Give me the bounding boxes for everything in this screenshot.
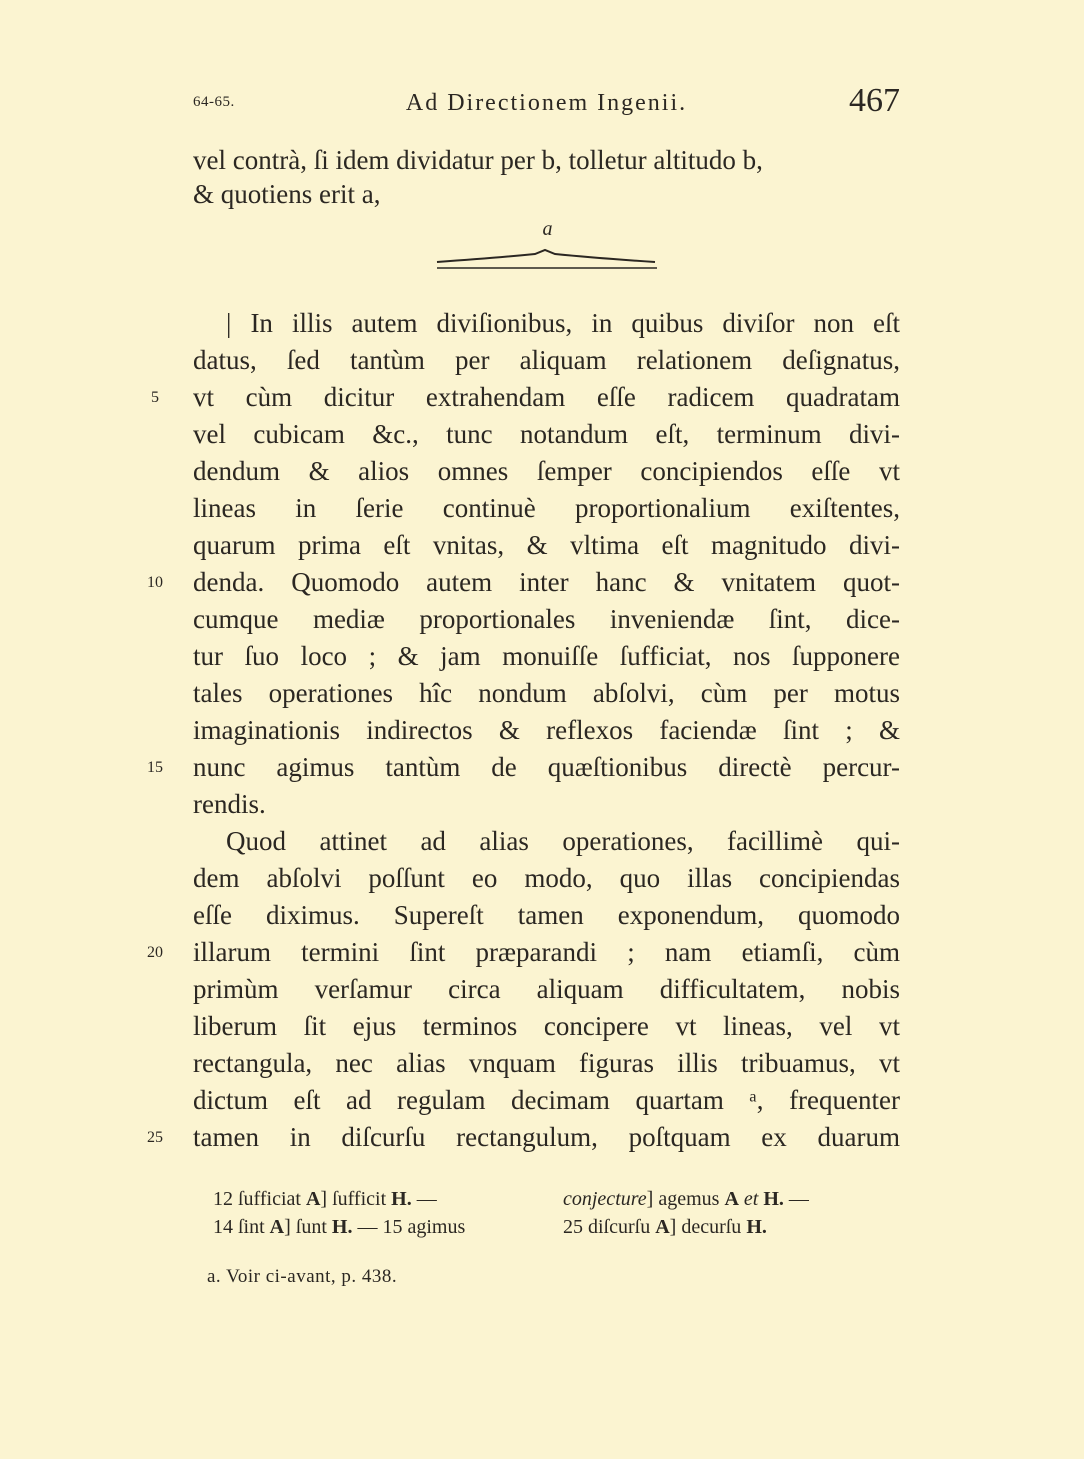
note-text: ] decurſu	[669, 1216, 747, 1238]
text-line: imaginationis indirectos & reflexos faciendæ ſint ; &	[193, 715, 900, 745]
text-line: eſſe diximus. Supereſt tamen exponendum, quomodo	[193, 900, 900, 930]
note-siglum: H.	[391, 1188, 412, 1210]
text-line: datus, ſed tantùm per aliquam relationem deſignatus,	[193, 345, 900, 375]
note-text: ] ſunt	[284, 1216, 332, 1238]
note-siglum: A	[655, 1216, 670, 1238]
text-line: primùm verſamur circa aliquam difficultatem, nobis	[193, 974, 900, 1004]
line-number: 15	[147, 759, 163, 776]
notes-right-column	[563, 1185, 898, 1241]
text-line: vel contrà, ſi idem dividatur per b, tolletur altitudo b,	[193, 145, 763, 175]
note-text: 14 ſint	[213, 1216, 270, 1238]
note-line	[213, 1213, 553, 1241]
text-line: vel cubicam &c., tunc notandum eſt, terminum divi-	[193, 419, 900, 449]
text-line: Quod attinet ad alias operationes, facillimè qui-	[226, 826, 900, 856]
notes-left-column	[213, 1185, 553, 1241]
text-line: rectangula, nec alias vnquam figuras illis tribuamus, vt	[193, 1048, 900, 1078]
text-line: nunc agimus tantùm de quæſtionibus directè percur-	[193, 752, 900, 782]
page-range: 64-65.	[193, 94, 235, 110]
note-siglum: A	[269, 1216, 285, 1238]
text-line: dictum eſt ad regulam decimam quartam ᵃ, frequenter	[193, 1085, 900, 1115]
note-line	[563, 1213, 898, 1241]
footnote: a. Voir ci-avant, p. 438.	[207, 1266, 398, 1287]
text-line: quarum prima eſt vnitas, & vltima eſt magnitudo divi-	[193, 530, 900, 560]
line-number: 5	[151, 389, 159, 406]
text-line: | In illis autem diviſionibus, in quibus diviſor non eſt	[226, 308, 900, 338]
text-line: tamen in diſcurſu rectangulum, poſtquam ex duarum	[193, 1122, 900, 1152]
text-line: & quotiens erit a,	[193, 179, 381, 209]
text-line: dem abſolvi poſſunt eo modo, quo illas concipiendas	[193, 863, 900, 893]
note-text: —	[783, 1188, 809, 1210]
note-text: ] agemus	[646, 1188, 725, 1210]
line-number: 25	[147, 1129, 163, 1146]
note-siglum: A	[305, 1188, 321, 1210]
text-line: rendis.	[193, 789, 266, 819]
line-number: 10	[147, 574, 163, 591]
page-number: 467	[849, 82, 900, 119]
formula-letter: a	[542, 218, 553, 240]
note-text: 12 ſufficiat	[213, 1188, 306, 1210]
text-line: dendum & alios omnes ſemper concipiendos eſſe vt	[193, 456, 900, 486]
text-line: denda. Quomodo autem inter hanc & vnitatem quot-	[193, 567, 900, 597]
text-line: vt cùm dicitur extrahendam eſſe radicem quadratam	[193, 382, 900, 412]
text-line: lineas in ſerie continuè proportionalium exiſtentes,	[193, 493, 900, 523]
brace-rule-icon	[435, 218, 660, 273]
note-siglum: H.	[746, 1216, 767, 1238]
text-line: cumque mediæ proportionales inveniendæ ſint, dice-	[193, 604, 900, 634]
note-lemma: conjecture	[563, 1188, 647, 1210]
text-line: tur ſuo loco ; & jam monuiſſe ſufficiat, nos ſupponere	[193, 641, 900, 671]
note-siglum: H.	[763, 1188, 784, 1210]
note-text: 25 diſcurſu	[563, 1216, 656, 1238]
text-line: illarum termini ſint præparandi ; nam etiamſi, cùm	[193, 937, 900, 967]
note-siglum: A	[724, 1188, 739, 1210]
note-siglum: H.	[331, 1216, 353, 1238]
note-text: —	[411, 1188, 437, 1210]
running-title: Ad Directionem Ingenii.	[405, 90, 688, 116]
note-line	[563, 1185, 898, 1213]
note-line	[213, 1185, 553, 1213]
note-text: et	[738, 1188, 764, 1210]
running-header	[193, 82, 900, 130]
division-figure	[435, 218, 660, 273]
note-text: — 15 agimus	[352, 1216, 466, 1238]
line-number: 20	[147, 944, 163, 961]
text-line: tales operationes hîc nondum abſolvi, cùm per motus	[193, 678, 900, 708]
note-text: ] ſufficit	[320, 1188, 392, 1210]
text-line: liberum ſit ejus terminos concipere vt lineas, vel vt	[193, 1011, 900, 1041]
